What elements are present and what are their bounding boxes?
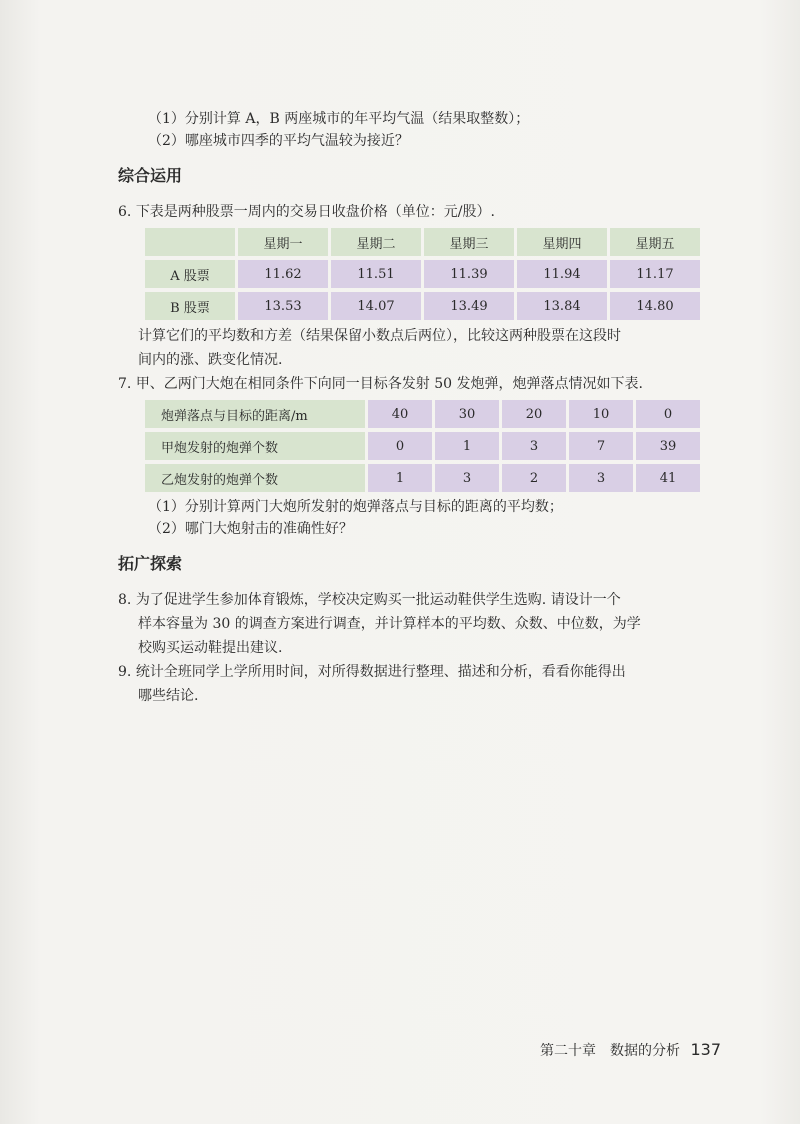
page-footer — [540, 1040, 721, 1060]
intro-item-2: （2）哪座城市四季的平均气温较为接近？ — [148, 133, 409, 149]
question-9-line-2: 哪些结论. — [138, 688, 199, 704]
stock-table-cell: 11.62 — [238, 260, 328, 288]
question-8-line-2: 样本容量为 30 的调查方案进行调查，并计算样本的平均数、众数、中位数，为学 — [138, 616, 641, 632]
question-7-number: 7. — [118, 376, 132, 392]
stock-table-cell: 11.51 — [331, 260, 421, 288]
stock-table-row-a — [145, 260, 700, 288]
stock-table-header: 星期五 — [610, 228, 700, 256]
artillery-table-cell: 1 — [435, 432, 499, 460]
question-6-followup-2: 间内的涨、跌变化情况. — [138, 352, 283, 368]
stock-table-corner — [145, 228, 235, 256]
question-6-text: 下表是两种股票一周内的交易日收盘价格（单位：元/股）. — [135, 204, 495, 220]
stock-table-row-label: A 股票 — [145, 260, 235, 288]
section-heading-extension: 拓广探索 — [118, 554, 183, 573]
artillery-table-cell: 40 — [368, 400, 432, 428]
question-7-text: 甲、乙两门大炮在相同条件下向同一目标各发射 50 发炮弹，炮弹落点情况如下表. — [135, 376, 643, 392]
artillery-table-cell: 0 — [368, 432, 432, 460]
stock-table-header: 星期三 — [424, 228, 514, 256]
artillery-table-row-label: 甲炮发射的炮弹个数 — [145, 432, 365, 460]
stock-table-cell: 13.53 — [238, 292, 328, 320]
question-8-line-1: 为了促进学生参加体育锻炼，学校决定购买一批运动鞋供学生选购. 请设计一个 — [135, 592, 621, 608]
stock-table-row-b — [145, 292, 700, 320]
page-content — [118, 108, 728, 708]
stock-table-cell: 14.80 — [610, 292, 700, 320]
artillery-table-cell: 7 — [569, 432, 633, 460]
artillery-table-row-label: 乙炮发射的炮弹个数 — [145, 464, 365, 492]
question-7 — [118, 372, 728, 396]
question-9-number: 9. — [118, 664, 132, 680]
stock-table-cell: 11.39 — [424, 260, 514, 288]
artillery-table — [142, 396, 703, 496]
stock-price-table — [142, 224, 703, 324]
question-9 — [118, 660, 728, 684]
stock-table-cell: 11.17 — [610, 260, 700, 288]
question-6-number: 6. — [118, 204, 132, 220]
artillery-table-cell: 20 — [502, 400, 566, 428]
artillery-table-cell: 41 — [636, 464, 700, 492]
artillery-table-cell: 1 — [368, 464, 432, 492]
artillery-table-row-label: 炮弹落点与目标的距离/m — [145, 400, 365, 428]
question-7-item-1: （1）分别计算两门大炮所发射的炮弹落点与目标的距离的平均数； — [148, 499, 563, 515]
question-8-line-3: 校购买运动鞋提出建议. — [138, 640, 283, 656]
artillery-table-cell: 2 — [502, 464, 566, 492]
artillery-table-cell: 0 — [636, 400, 700, 428]
artillery-table-row-jia — [145, 432, 700, 460]
artillery-table-row-distance — [145, 400, 700, 428]
stock-table-cell: 14.07 — [331, 292, 421, 320]
stock-table-cell: 11.94 — [517, 260, 607, 288]
stock-table-header: 星期四 — [517, 228, 607, 256]
stock-table-cell: 13.84 — [517, 292, 607, 320]
stock-table-header: 星期一 — [238, 228, 328, 256]
artillery-table-cell: 10 — [569, 400, 633, 428]
stock-table-cell: 13.49 — [424, 292, 514, 320]
question-6-followup-1: 计算它们的平均数和方差（结果保留小数点后两位），比较这两种股票在这段时 — [138, 328, 621, 344]
question-9-line-1: 统计全班同学上学所用时间，对所得数据进行整理、描述和分析，看看你能得出 — [135, 664, 626, 680]
section-heading-comprehensive: 综合运用 — [118, 166, 183, 185]
stock-table-row-label: B 股票 — [145, 292, 235, 320]
artillery-table-cell: 3 — [569, 464, 633, 492]
question-6 — [118, 200, 728, 224]
page-number: 137 — [690, 1040, 721, 1059]
stock-table-header-row — [145, 228, 700, 256]
artillery-table-cell: 39 — [636, 432, 700, 460]
question-8-number: 8. — [118, 592, 132, 608]
chapter-title: 第二十章 数据的分析 — [540, 1043, 680, 1059]
question-7-item-2: （2）哪门大炮射击的准确性好？ — [148, 521, 353, 537]
artillery-table-row-yi — [145, 464, 700, 492]
question-8 — [118, 588, 728, 612]
stock-table-header: 星期二 — [331, 228, 421, 256]
artillery-table-cell: 30 — [435, 400, 499, 428]
artillery-table-cell: 3 — [435, 464, 499, 492]
intro-item-1: （1）分别计算 A，B 两座城市的年平均气温（结果取整数）； — [148, 111, 530, 127]
artillery-table-cell: 3 — [502, 432, 566, 460]
